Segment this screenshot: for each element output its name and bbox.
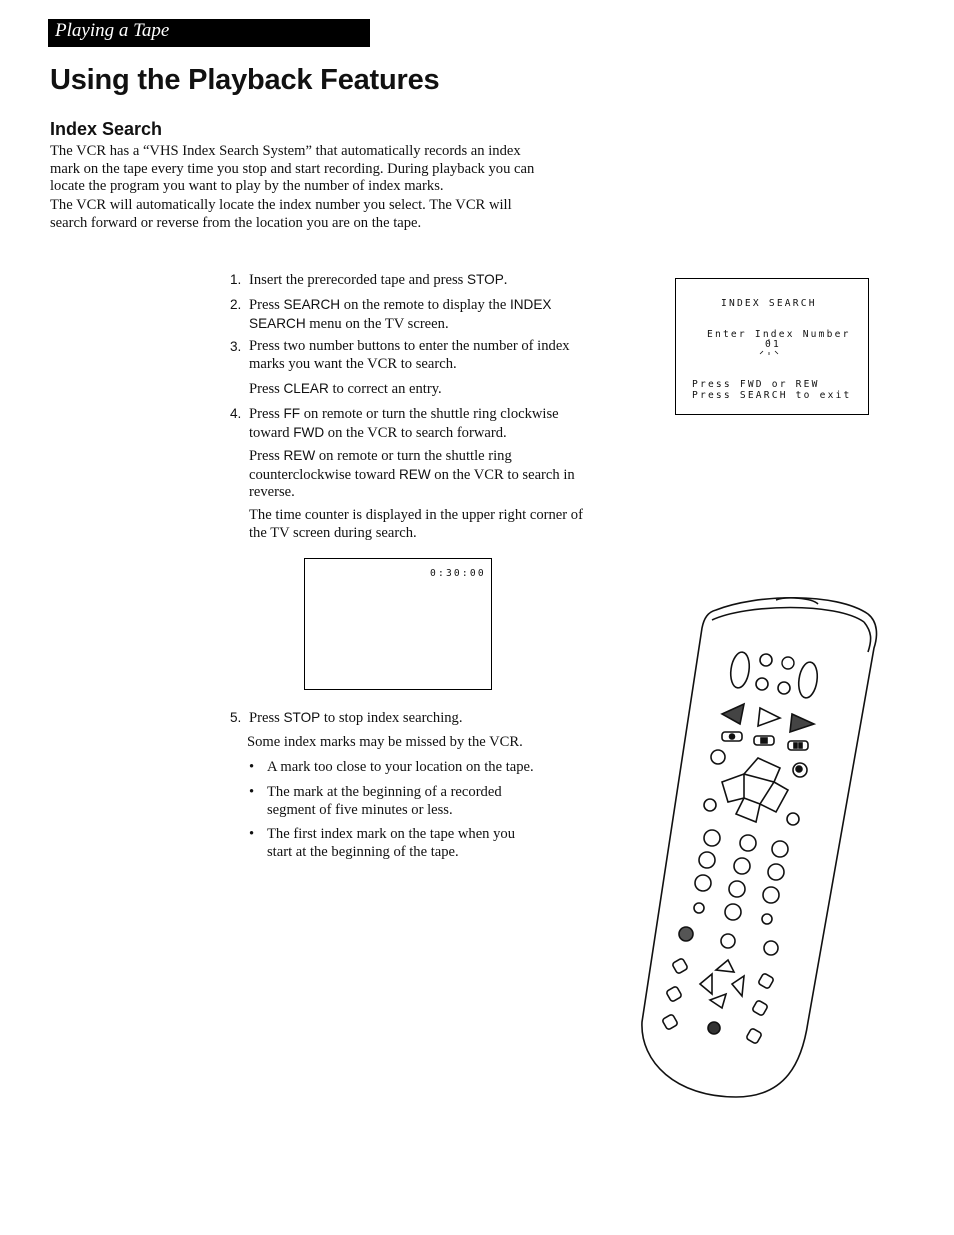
step-5-note: Some index marks may be missed by the VCR.: [247, 734, 523, 750]
time-counter: 0:30:00: [430, 568, 486, 579]
key-clear: CLEAR: [283, 381, 329, 396]
time-counter-screen: [304, 558, 492, 690]
bullet-item: • The mark at the beginning of a recorded segment of five minutes or less.: [249, 784, 502, 818]
screen-prompt: Enter Index Number: [707, 329, 851, 340]
screen-help-line-1: Press FWD or REW: [692, 379, 820, 390]
step-1: 1. Insert the prerecorded tape and press STOP.: [230, 272, 508, 288]
bullet-item: • A mark too close to your location on the tape.: [249, 759, 534, 775]
intro-paragraph-1: The VCR has a “VHS Index Search System” that automatically records an index mark on the tape every time you stop and start recording. During playback you can locate the program you want to play by the number of index marks.: [50, 143, 535, 194]
bullet-item: • The first index mark on the tape when you start at the beginning of the tape.: [249, 826, 516, 860]
step-4-counter-note: The time counter is displayed in the upper right corner of the TV screen during search.: [249, 507, 583, 541]
key-rew: REW: [283, 448, 316, 463]
section-tab: [48, 19, 370, 47]
step-4-reverse: Press REW on remote or turn the shuttle ring counterclockwise toward REW on the VCR to search in reverse.: [249, 448, 575, 500]
key-stop: STOP: [467, 272, 504, 287]
section-tab-label: Playing a Tape: [55, 20, 170, 41]
screen-index-value: 01: [765, 339, 781, 350]
step-3: 3. Press two number buttons to enter the number of index marks you want the VCR to search. Press CLEAR to correct an entry.: [230, 338, 610, 373]
step-4: 4. Press FF on remote or turn the shuttle ring clockwise toward FWD on the VCR to search forward. Press REW on remote or turn the shuttle ring counterclockwise toward REW on the VCR to search in reverse. The time counter is displayed in the upper right corner of the TV screen during search.: [230, 405, 610, 442]
section-heading: Index Search: [50, 119, 163, 139]
blinking-cursor-icon: [758, 337, 780, 357]
key-ff: FF: [283, 406, 301, 421]
screen-help-line-2: Press SEARCH to exit: [692, 390, 852, 401]
step-3-note: Press CLEAR to correct an entry.: [249, 381, 442, 397]
step-5: 5. Press STOP to stop index searching. Some index marks may be missed by the VCR. • A mark too close to your location on the tape. • The mark at the beginning of a recorded segment of five minutes or less. • The first index mark on the tape when you start at the beginning of the tape.: [230, 709, 610, 728]
index-search-screen: [675, 278, 869, 415]
key-search: SEARCH: [283, 297, 341, 312]
step-2: 2. Press SEARCH on the remote to display the INDEX SEARCH menu on the TV screen.: [230, 297, 552, 332]
remote-control-icon: [636, 592, 882, 1102]
key-stop: STOP: [283, 710, 321, 725]
intro-paragraph-2: The VCR will automatically locate the index number you select. The VCR will search forward or reverse from the location you are on the tape.: [50, 197, 512, 231]
screen-title: INDEX SEARCH: [721, 298, 817, 309]
page-title: Using the Playback Features: [50, 64, 440, 96]
